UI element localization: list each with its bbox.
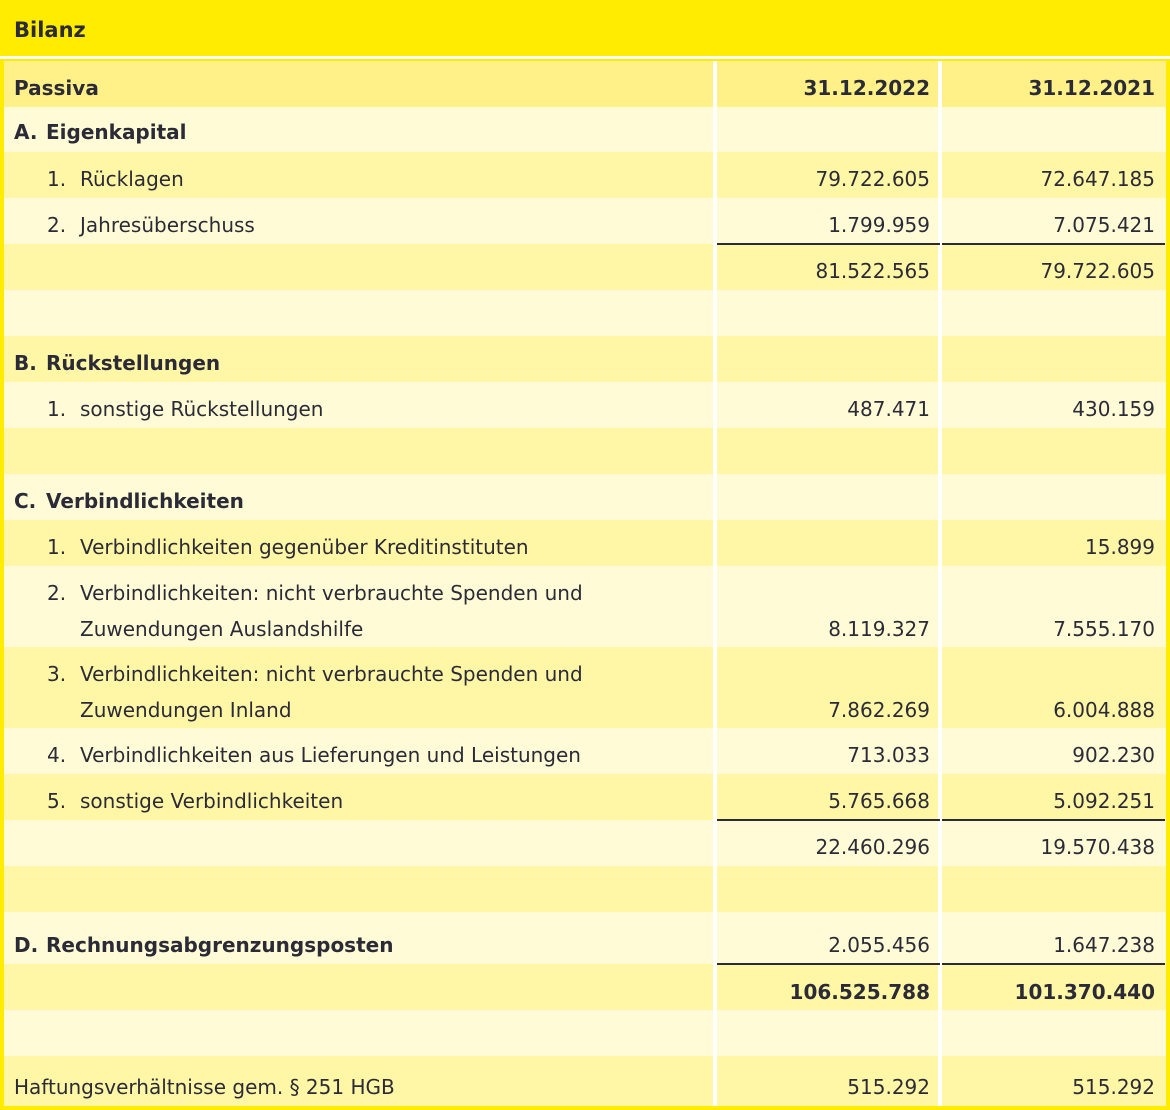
total-2022: 106.525.788 bbox=[789, 980, 930, 1004]
sum-rule bbox=[942, 819, 1165, 821]
row-label: 2. Jahresüberschuss bbox=[47, 213, 255, 237]
row-label-continued: Zuwendungen Auslandshilfe bbox=[80, 617, 364, 641]
row-label: 5. sonstige Verbindlichkeiten bbox=[47, 789, 344, 813]
row-label: 1. sonstige Rückstellungen bbox=[47, 397, 324, 421]
row-label: 3. Verbindlichkeiten: nicht verbrauchte Spenden und bbox=[47, 662, 583, 686]
section-heading bbox=[4, 912, 1166, 964]
table-row bbox=[4, 566, 1166, 647]
title-divider bbox=[0, 56, 1170, 59]
row-label: 4. Verbindlichkeiten aus Lieferungen und Leistungen bbox=[47, 743, 581, 767]
table-row bbox=[4, 774, 1166, 820]
passiva-table bbox=[4, 61, 1166, 1106]
footer-row bbox=[4, 1056, 1166, 1106]
sum-rule bbox=[717, 963, 940, 965]
footer-value-2021: 515.292 bbox=[1072, 1075, 1155, 1099]
table-row bbox=[4, 198, 1166, 244]
column-divider bbox=[938, 61, 942, 1106]
value-2022: 487.471 bbox=[847, 397, 930, 421]
table-row bbox=[4, 382, 1166, 428]
total-2021: 101.370.440 bbox=[1014, 980, 1155, 1004]
value-2022: 713.033 bbox=[847, 743, 930, 767]
subtotal-row bbox=[4, 244, 1166, 290]
sum-rule bbox=[942, 963, 1165, 965]
subtotal-row bbox=[4, 820, 1166, 866]
page-title: Bilanz bbox=[0, 0, 1170, 56]
row-label: 1. Rücklagen bbox=[47, 167, 184, 191]
spacer-row bbox=[4, 290, 1166, 336]
row-label-continued: Zuwendungen Inland bbox=[80, 698, 292, 722]
sum-rule bbox=[942, 243, 1165, 245]
section-heading bbox=[4, 107, 1166, 152]
footer-label: Haftungsverhältnisse gem. § 251 HGB bbox=[14, 1075, 395, 1099]
spacer-row bbox=[4, 1010, 1166, 1056]
subtotal-2022: 22.460.296 bbox=[815, 835, 930, 859]
table-row bbox=[4, 647, 1166, 728]
section-c-title: C. Verbindlichkeiten bbox=[14, 489, 244, 513]
value-2021: 1.647.238 bbox=[1053, 933, 1155, 957]
footer-value-2022: 515.292 bbox=[847, 1075, 930, 1099]
column-divider bbox=[713, 61, 717, 1106]
section-heading bbox=[4, 336, 1166, 382]
sum-rule bbox=[717, 819, 940, 821]
value-2021: 7.555.170 bbox=[1053, 617, 1155, 641]
section-a-title: A. Eigenkapital bbox=[14, 120, 187, 144]
section-b-title: B. Rückstellungen bbox=[14, 351, 221, 375]
value-2021: 7.075.421 bbox=[1053, 213, 1155, 237]
subtotal-2021: 79.722.605 bbox=[1040, 259, 1155, 283]
total-row bbox=[4, 964, 1166, 1010]
subtotal-2021: 19.570.438 bbox=[1040, 835, 1155, 859]
header-col-2021: 31.12.2021 bbox=[1028, 76, 1155, 100]
table-row bbox=[4, 152, 1166, 198]
value-2022: 1.799.959 bbox=[828, 213, 930, 237]
section-heading bbox=[4, 474, 1166, 520]
sum-rule bbox=[717, 243, 940, 245]
value-2022: 7.862.269 bbox=[828, 698, 930, 722]
table-row bbox=[4, 520, 1166, 566]
value-2022: 2.055.456 bbox=[828, 933, 930, 957]
value-2021: 15.899 bbox=[1085, 535, 1155, 559]
header-label: Passiva bbox=[14, 76, 99, 100]
value-2022: 79.722.605 bbox=[815, 167, 930, 191]
row-label: 2. Verbindlichkeiten: nicht verbrauchte Spenden und bbox=[47, 581, 583, 605]
value-2021: 6.004.888 bbox=[1053, 698, 1155, 722]
value-2021: 72.647.185 bbox=[1040, 167, 1155, 191]
spacer-row bbox=[4, 866, 1166, 912]
table-row bbox=[4, 728, 1166, 774]
spacer-row bbox=[4, 428, 1166, 474]
subtotal-2022: 81.522.565 bbox=[815, 259, 930, 283]
value-2021: 430.159 bbox=[1072, 397, 1155, 421]
value-2022: 5.765.668 bbox=[828, 789, 930, 813]
row-label: 1. Verbindlichkeiten gegenüber Kreditinstituten bbox=[47, 535, 529, 559]
value-2021: 5.092.251 bbox=[1053, 789, 1155, 813]
table-header bbox=[4, 61, 1166, 107]
value-2022: 8.119.327 bbox=[828, 617, 930, 641]
value-2021: 902.230 bbox=[1072, 743, 1155, 767]
header-col-2022: 31.12.2022 bbox=[803, 76, 930, 100]
section-d-title: D. Rechnungsabgrenzungsposten bbox=[14, 933, 394, 957]
